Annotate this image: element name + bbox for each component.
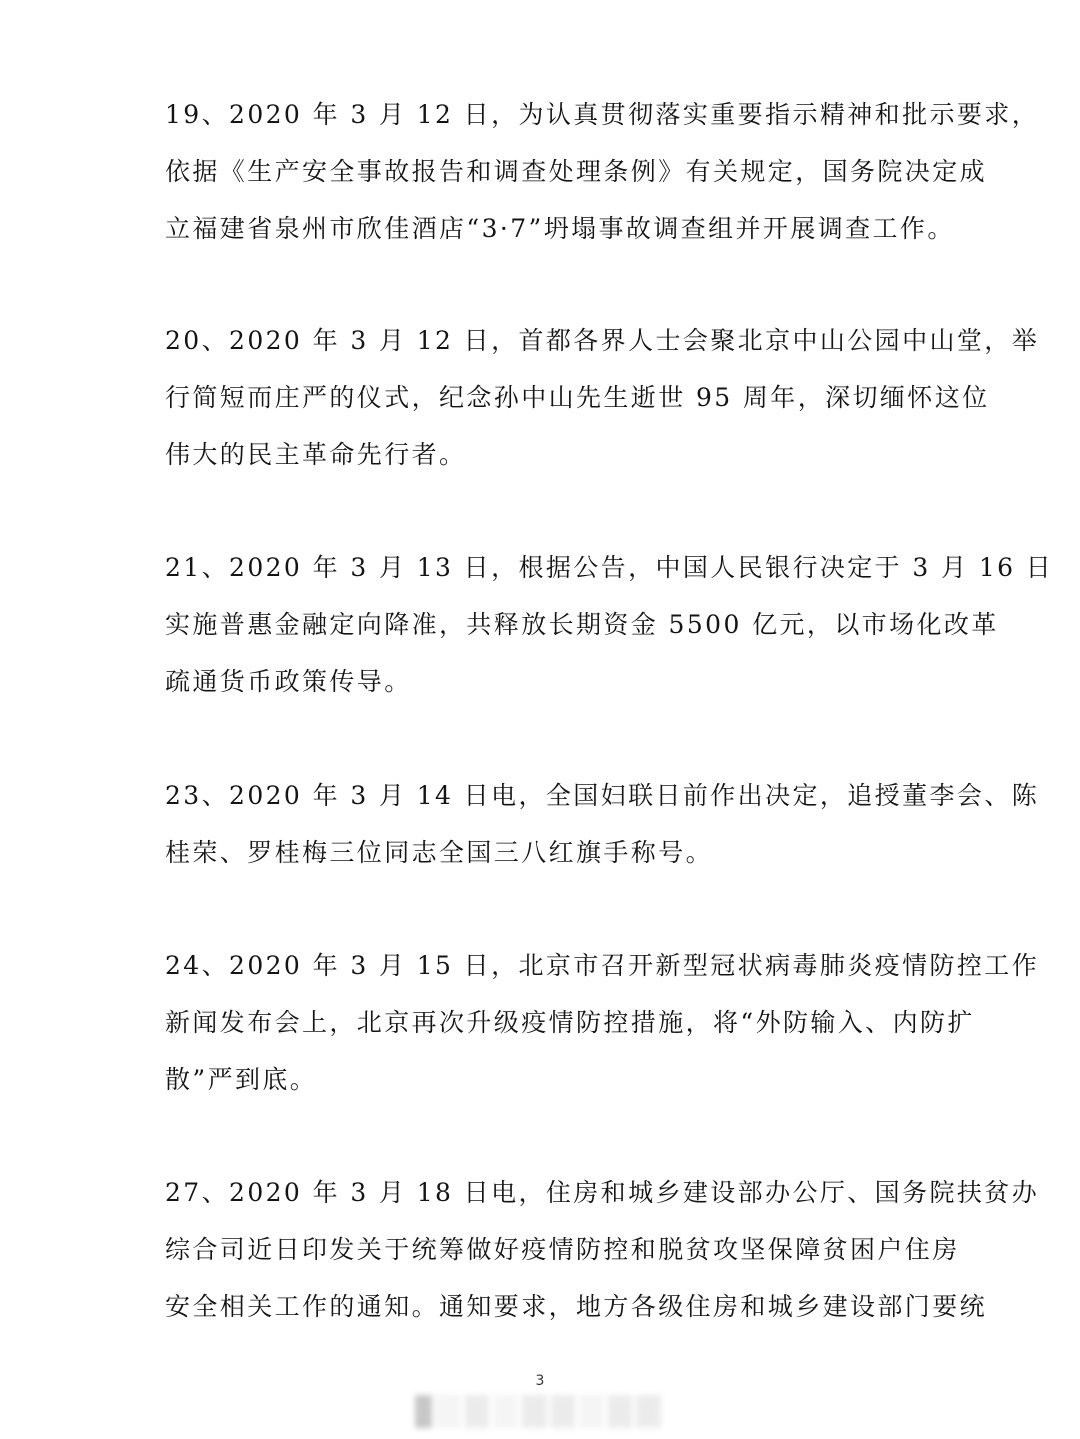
watermark-block [608,1395,633,1428]
paragraph-line: 立福建省泉州市欣佳酒店“3·7”坍塌事故调查组并开展调查工作。 [165,214,955,243]
paragraph-line: 散”严到底。 [165,1065,318,1094]
paragraph-line: 依据《生产安全事故报告和调查处理条例》有关规定，国务院决定成 [165,157,988,186]
paragraph-line: 伟大的民主革命先行者。 [165,440,467,469]
paragraph-27 [165,1164,1040,1335]
paragraph-line: 23、2020 年 3 月 14 日电，全国妇联日前作出决定，追授董李会、陈 [165,781,1040,810]
paragraph-line: 19、2020 年 3 月 12 日，为认真贯彻落实重要指示精神和批示要求， [165,100,1040,129]
paragraph-24 [165,937,1040,1108]
paragraph-19 [165,86,1040,257]
watermark-block [436,1395,461,1428]
paragraph-line: 21、2020 年 3 月 13 日，根据公告，中国人民银行决定于 3 月 16 日 [165,553,1054,582]
watermark-block [465,1395,490,1428]
paragraph-20 [165,312,1040,483]
paragraph-line: 27、2020 年 3 月 18 日电，住房和城乡建设部办公厅、国务院扶贫办 [165,1178,1040,1207]
paragraph-line: 桂荣、罗桂梅三位同志全国三八红旗手称号。 [165,838,714,867]
watermark-block [636,1395,661,1428]
watermark-block [551,1395,576,1428]
paragraph-line: 24、2020 年 3 月 15 日，北京市召开新型冠状病毒肺炎疫情防控工作 [165,951,1040,980]
paragraph-line: 行简短而庄严的仪式，纪念孙中山先生逝世 95 周年，深切缅怀这位 [165,383,990,412]
paragraph-line: 20、2020 年 3 月 12 日，首都各界人士会聚北京中山公园中山堂，举 [165,326,1040,355]
watermark [415,1395,661,1428]
watermark-block [493,1395,518,1428]
paragraph-line: 疏通货币政策传导。 [165,667,412,696]
paragraph-line: 安全相关工作的通知。通知要求，地方各级住房和城乡建设部门要统 [165,1292,988,1321]
watermark-block [579,1395,604,1428]
paragraph-21 [165,539,1054,710]
paragraph-line: 综合司近日印发关于统筹做好疫情防控和脱贫攻坚保障贫困户住房 [165,1235,960,1264]
page-number: 3 [535,1373,545,1389]
paragraph-line: 新闻发布会上，北京再次升级疫情防控措施，将“外防输入、内防扩 [165,1008,975,1037]
watermark-block [415,1395,432,1428]
watermark-block [522,1395,547,1428]
paragraph-line: 实施普惠金融定向降准，共释放长期资金 5500 亿元，以市场化改革 [165,610,999,639]
paragraph-23 [165,767,1040,881]
